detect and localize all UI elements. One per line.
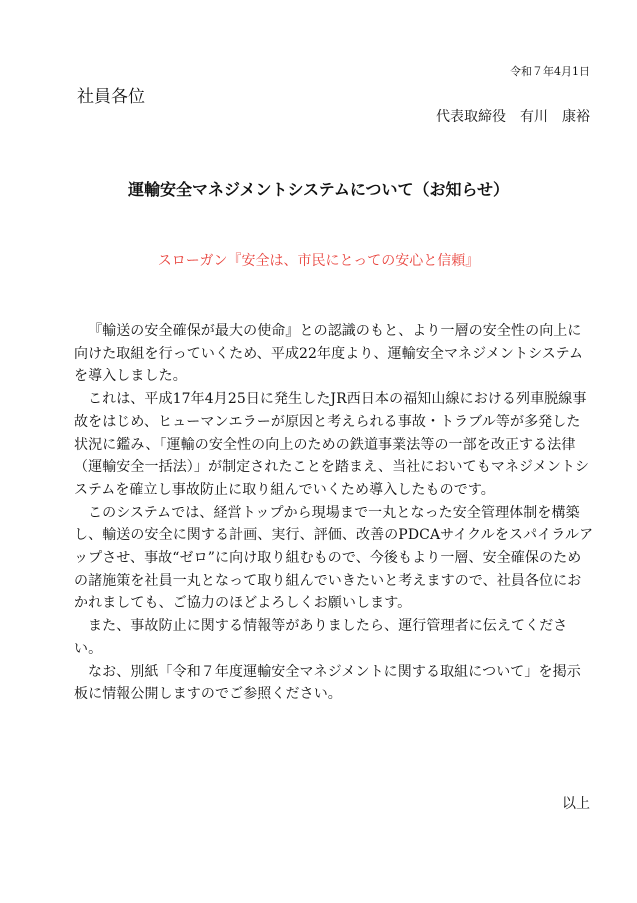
- body-paragraph: 『輸送の安全確保が最大の使命』との認識のもと、より一層の安全性の向上に向けた取組を行っていくため、平成22年度より、運輸安全マネジメントシステムを導入しました。: [74, 323, 584, 385]
- body-text: [74, 320, 594, 706]
- recipient-line: 社員各位: [77, 87, 145, 107]
- document-title: 運輸安全マネジメントシステムについて（お知らせ）: [127, 180, 510, 199]
- body-paragraph: このシステムでは、経営トップから現場まで一丸となった安全管理体制を構築し、輸送の安全に関する計画、実行、評価、改善のPDCAサイクルをスパイラルアップさせ、事故“ゼロ”に向け取り組むもので、今後もより一層、安全確保のための諸施策を社員一丸となって取り組んでいきたいと考えますので、社員各位におかれましても、ご協力のほどよろしくお願いします。: [74, 504, 594, 612]
- body-paragraph: なお、別紙「令和７年度運輸安全マネジメントに関する取組について」を掲示板に情報公開しますのでご参照ください。: [74, 663, 581, 703]
- slogan-line: スローガン『安全は、市民にとっての安心と信頼』: [157, 253, 480, 269]
- document-date: 令和７年4月1日: [510, 65, 590, 78]
- body-paragraph: また、事故防止に関する情報等がありましたら、運行管理者に伝えてください。: [74, 618, 568, 657]
- closing-remark: 以上: [562, 796, 590, 812]
- sender-line: 代表取締役 有川 康裕: [436, 109, 590, 125]
- body-paragraph: これは、平成17年4月25日に発生したJR西日本の福知山線における列車脱線事故をはじめ、ヒューマンエラーが原因と考えられる事故・トラブル等が多発した状況に鑑み、「運輸の安全性の向上のための鉄道事業法等の一部を改正する法律（運輸安全一括法）」が制定されたことを踏まえ、当社においてもマネジメントシステムを確立し事故防止に取り組んでいくため導入したものです。: [74, 391, 590, 498]
